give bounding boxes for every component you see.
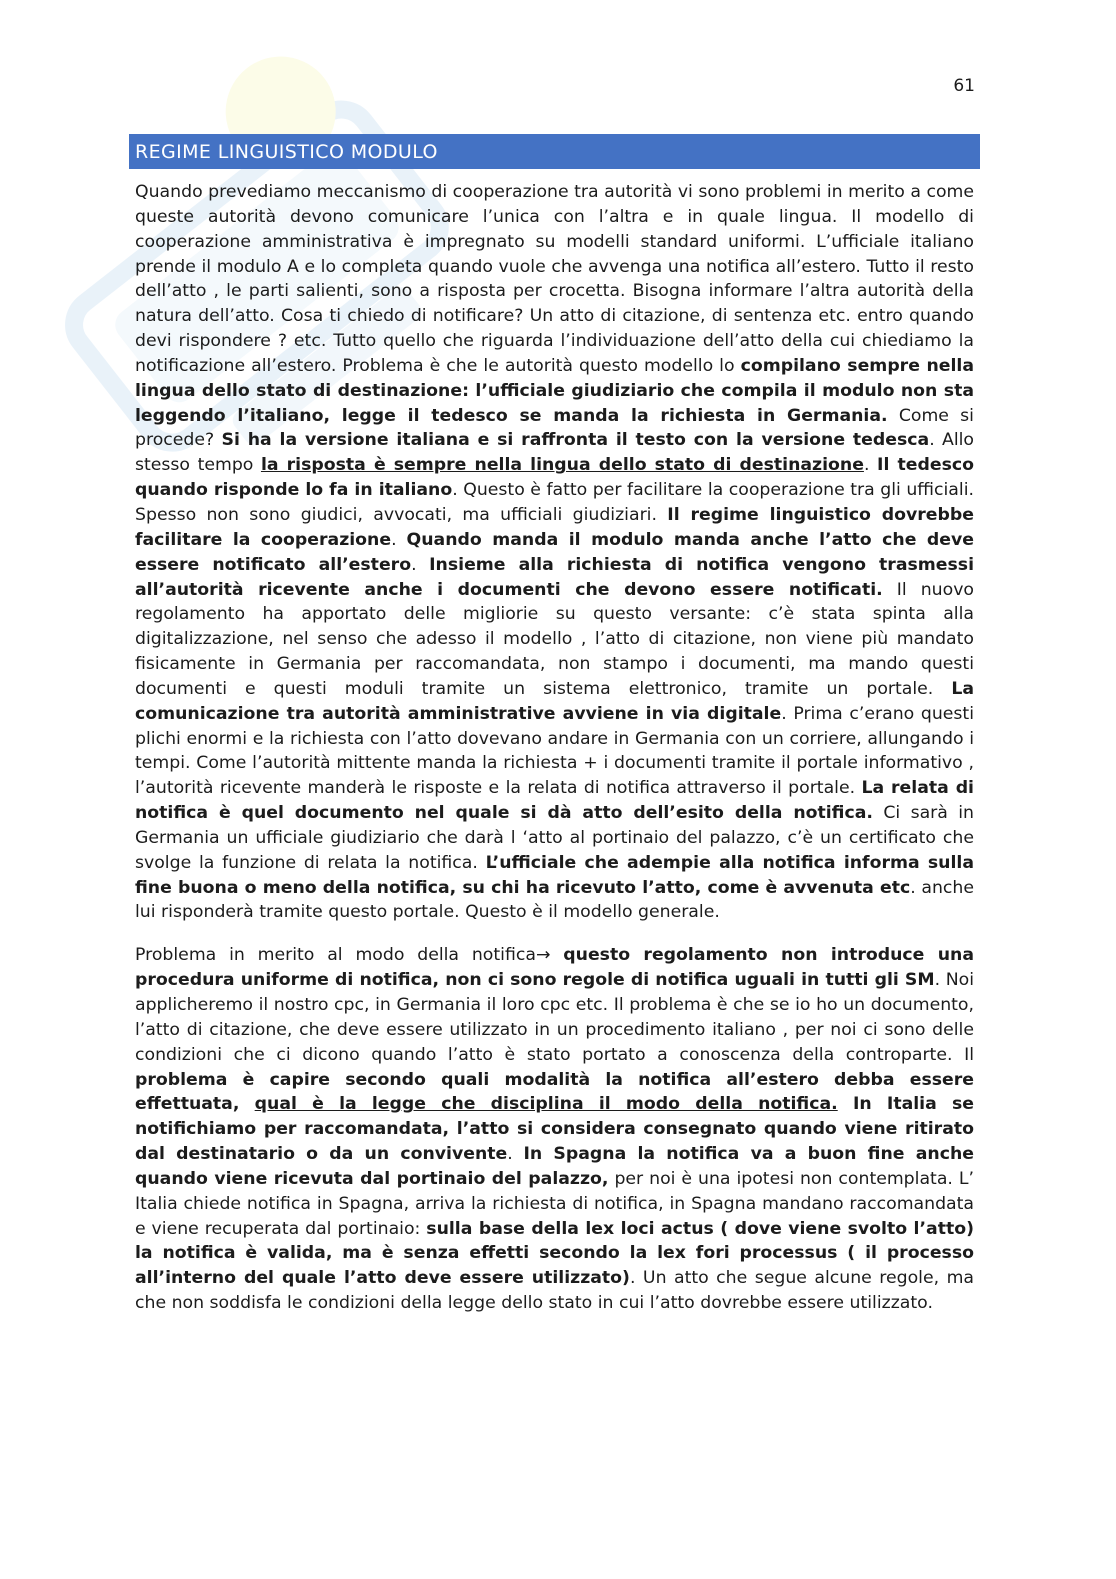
bold-run: L’ufficiale che adempie alla notifica informa sulla fine buona o meno della notifica, su chi ha ricevuto l’atto, come è avvenuta etc <box>135 852 974 898</box>
paragraph-2 <box>135 943 974 1316</box>
text-run: . Questo è fatto per facilitare la cooperazione tra gli ufficiali. Spesso non sono giudici, avvocati, ma ufficiali giudiziari. <box>135 480 974 525</box>
text-run: Come si procede? <box>135 405 974 451</box>
bold-underlined-run: la risposta è sempre nella lingua dello stato di destinazione <box>260 455 864 476</box>
text-run: . Un atto che segue alcune regole, ma che non soddisfa le condizioni della legge dello stato in cui l’atto dovrebbe essere utilizzato. <box>135 1268 975 1314</box>
bold-run: La relata di notifica è quel documento nel quale si dà atto dell’esito della notifica. <box>135 778 974 824</box>
text-run: . Allo stesso tempo <box>135 430 974 476</box>
bold-run: Insieme alla richiesta di notifica vengono trasmessi all’autorità ricevente anche i documenti che devono essere notificati. <box>135 554 974 600</box>
text-run: Ci sarà in Germania un ufficiale giudiziario che darà l ‘atto al portinaio del palazzo, c’è un certificato che svolge la funzione di relata la notifica. <box>135 803 974 873</box>
text-run: . <box>863 455 878 476</box>
text-run: . Prima c’erano questi plichi enormi e la richiesta con l’atto dovevano andare in Germania con un corriere, allungando i tempi. Come l’autorità mittente manda la richiesta + i documenti tramite il portale informativo , l’autorità ricevente manderà le risposte e la relata di notifica attraverso il portale. <box>135 703 974 799</box>
text-run: per noi è una ipotesi non contemplata. L’ Italia chiede notifica in Spagna, arriva la richiesta di notifica, in Spagna mandano raccomandata e viene recuperata dal portinaio: <box>135 1168 974 1239</box>
text-run: . <box>507 1144 524 1165</box>
text-run: Il nuovo regolamento ha apportato delle migliorie su questo versante: c’è stata spinta alla digitalizzazione, nel senso che adesso il modello , l’atto di citazione, non viene più mandato fisicamente in Germania per raccomandata, non stampo i documenti, ma mando questi documenti e questi moduli tramite un sistema elettronico, tramite un portale. <box>135 579 974 699</box>
text-run: Quando prevediamo meccanismo di cooperazione tra autorità vi sono problemi in merito a come queste autorità devono comunicare l’unica con l’altra e in quale lingua. Il modello di cooperazione amministrativa è impregnato su modelli standard uniformi. L’ufficiale italiano prende il modulo A e lo completa quando vuole che avvenga una notifica all’estero. Tutto il resto dell’atto , le parti salienti, sono a risposta per crocetta. Bisogna informare l’altra autorità della natura dell’atto. Cosa ti chiedo di notificare? Un atto di citazione, di sentenza etc. entro quando devi rispondere ? etc. Tutto quello che riguarda l’individuazione dell’atto della cui chiediamo la notificazione all’estero. Problema è che le autorità questo modello lo <box>135 182 974 376</box>
arrow-right-icon: → <box>535 945 551 966</box>
bold-run: compilano sempre nella lingua dello stato di destinazione: l’ufficiale giudiziario che compila il modulo non sta leggendo l’italiano, legge il tedesco se manda la richiesta in Germania. <box>135 355 975 426</box>
text-run <box>550 945 563 965</box>
paragraph-1 <box>135 180 974 925</box>
bold-run: questo regolamento non introduce una procedura uniforme di notifica, non ci sono regole di notifica uguali in tutti gli SM <box>135 945 975 991</box>
text-run: . <box>391 529 407 550</box>
text-run: . <box>411 554 430 575</box>
text-run: Problema in merito al modo della notifica <box>135 945 536 966</box>
section-heading: REGIME LINGUISTICO MODULO <box>129 134 980 169</box>
text-run: . Noi applicheremo il nostro cpc, in Germania il loro cpc etc. Il problema è che se io ho un documento, l’atto di citazione, che deve essere utilizzato in un procedimento italiano , per noi ci sono delle condizioni che ci dicono quando l’atto è stato portato a conoscenza della controparte. Il <box>135 970 974 1065</box>
bold-run: problema è capire secondo quali modalità la notifica all’estero debba essere effettuata, <box>135 1069 974 1115</box>
bold-run: sulla base della lex loci actus ( dove viene svolto l’atto) la notifica è valida, ma è senza effetti secondo la lex fori processus ( il processo all’interno del quale l’atto deve essere utilizzato) <box>135 1218 974 1289</box>
bold-run: Si ha la versione italiana e si raffronta il testo con la versione tedesca <box>221 430 930 451</box>
text-run: . anche lui risponderà tramite questo portale. Questo è il modello generale. <box>135 877 974 923</box>
bold-run: La comunicazione tra autorità amministrative avviene in via digitale <box>135 678 974 724</box>
bold-run: Quando manda il modulo manda anche l’atto che deve essere notificato all’estero <box>135 529 974 575</box>
page-number: 61 <box>953 76 975 96</box>
bold-run: In Italia se notifichiamo per raccomandata, l’atto si considera consegnato quando viene ritirato dal destinatario o da un convivente <box>135 1094 974 1165</box>
bold-run: In Spagna la notifica va a buon fine anche quando viene ricevuta dal portinaio del palazzo, <box>135 1144 974 1189</box>
document-body <box>135 180 974 1316</box>
bold-run: Il regime linguistico dovrebbe facilitare la cooperazione <box>135 504 974 550</box>
bold-run: Il tedesco quando risponde lo fa in italiano <box>135 455 974 501</box>
bold-underlined-run: qual è la legge che disciplina il modo della notifica. <box>254 1094 838 1115</box>
